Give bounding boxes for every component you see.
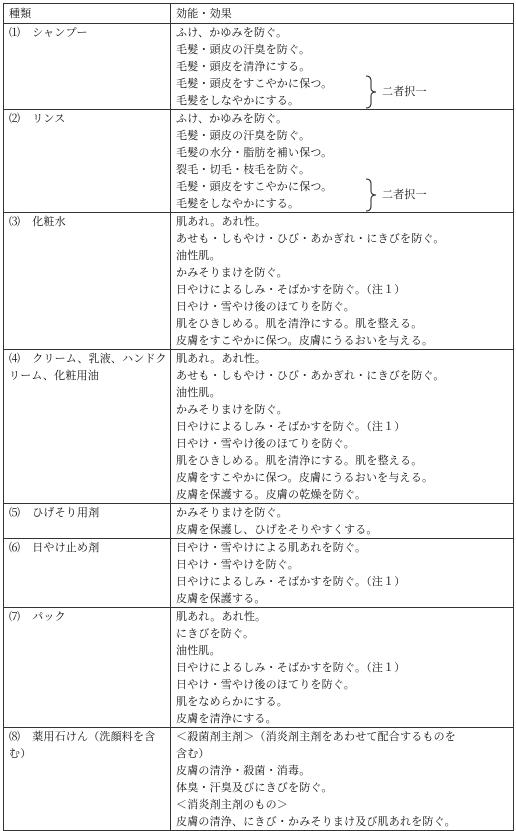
efficacy-line: 皮膚を保護する。皮膚の乾燥を防ぐ。	[176, 488, 367, 501]
efficacy-line: 肌あれ。あれ性。	[176, 352, 267, 365]
type-number: ⑻	[9, 730, 21, 743]
type-name: リンス	[32, 112, 66, 125]
choice-label: 二者択一	[382, 188, 427, 201]
efficacy-line: かみそりまけを防ぐ。	[176, 266, 288, 279]
efficacy-line: にきびを防ぐ。	[176, 627, 255, 640]
efficacy-line: 皮膚をすこやかに保つ。皮膚にうるおいを与える。	[176, 471, 434, 484]
efficacy-cell	[171, 350, 514, 504]
efficacy-line: 裂毛・切毛・枝毛を防ぐ。	[176, 163, 311, 176]
type-number: ⑴	[9, 26, 21, 39]
table-row	[4, 24, 514, 110]
type-number: ⑺	[9, 610, 21, 623]
efficacy-line: 皮膚を保護する。	[176, 592, 266, 605]
efficacy-line: 毛髪をしなやかにする。	[176, 197, 300, 210]
efficacy-line: 皮膚の清浄・殺菌・消毒。	[176, 764, 311, 777]
efficacy-line: 日やけによるしみ・そばかすを防ぐ。（注１）	[176, 420, 406, 433]
table-row	[4, 728, 514, 831]
type-name: 日やけ止め剤	[32, 541, 100, 554]
right-brace-icon	[364, 75, 378, 109]
efficacy-line: ＜殺菌剤主剤＞（消炎剤主剤をあわせて配合するものを	[176, 730, 456, 743]
table-header-row	[4, 4, 514, 24]
efficacy-line: 毛髪・頭皮をすこやかに保つ。	[176, 180, 333, 193]
efficacy-line: かみそりまけを防ぐ。	[176, 506, 288, 519]
efficacy-line: 肌をひきしめる。肌を清浄にする。肌を整える。	[176, 317, 423, 330]
efficacy-cell	[171, 728, 514, 831]
type-cell	[4, 24, 171, 110]
table-row	[4, 110, 514, 213]
efficacy-line: 毛髪・頭皮を清浄にする。	[176, 60, 311, 73]
type-number: ⑸	[9, 506, 21, 519]
table-row	[4, 504, 514, 539]
type-cell	[4, 350, 171, 504]
efficacy-line: 日やけ・雪やけ後のほてりを防ぐ。	[176, 678, 355, 691]
type-name: 化粧水	[32, 215, 66, 228]
efficacy-line: 日やけによるしみ・そばかすを防ぐ。（注１）	[176, 575, 406, 588]
type-cell	[4, 504, 171, 539]
efficacy-line: ふけ、かゆみを防ぐ。	[176, 26, 288, 39]
type-number: ⑶	[9, 215, 21, 228]
type-name: クリーム、乳液、ハンドクリーム、化粧用油	[9, 352, 167, 382]
efficacy-line: 肌あれ。あれ性。	[176, 215, 267, 228]
efficacy-line: 日やけ・雪やけによる肌あれを防ぐ。	[176, 541, 367, 554]
table-row	[4, 539, 514, 608]
type-number: ⑹	[9, 541, 21, 554]
efficacy-line: 日やけ・雪やけ後のほてりを防ぐ。	[176, 437, 355, 450]
efficacy-line: 油性肌。	[176, 386, 221, 399]
type-cell	[4, 608, 171, 728]
efficacy-line: 日やけによるしみ・そばかすを防ぐ。（注１）	[176, 661, 406, 674]
efficacy-line: 含む）	[176, 747, 210, 760]
efficacy-line: 毛髪の水分・脂肪を補い保つ。	[176, 146, 333, 159]
efficacy-line: 肌をなめらかにする。	[176, 695, 288, 708]
choice-group	[176, 178, 513, 212]
efficacy-line: あせも・しもやけ・ひび・あかぎれ・にきびを防ぐ。	[176, 369, 445, 382]
type-name: シャンプー	[32, 26, 88, 39]
right-brace-icon	[364, 178, 378, 212]
type-cell	[4, 110, 171, 213]
efficacy-cell	[171, 608, 514, 728]
type-number: ⑷	[9, 352, 21, 365]
efficacy-line: 油性肌。	[176, 249, 221, 262]
efficacy-cell	[171, 213, 514, 350]
efficacy-line: 皮膚を保護し、ひげをそりやすくする。	[176, 523, 378, 536]
table-row	[4, 608, 514, 728]
efficacy-cell	[171, 24, 514, 110]
type-name: パック	[32, 610, 66, 623]
header-type: 種類	[4, 4, 171, 24]
efficacy-line: かみそりまけを防ぐ。	[176, 403, 288, 416]
choice-group	[176, 75, 513, 109]
type-cell	[4, 728, 171, 831]
type-name: ひげそり用剤	[32, 506, 100, 519]
efficacy-line: 体臭・汗臭及びにきびを防ぐ。	[176, 781, 333, 794]
efficacy-line: 皮膚をすこやかに保つ。皮膚にうるおいを与える。	[176, 334, 434, 347]
type-cell	[4, 539, 171, 608]
efficacy-line: ＜消炎剤主剤のもの＞	[176, 798, 288, 811]
type-name: 薬用石けん（洗顔料を含む）	[9, 730, 156, 760]
type-number: ⑵	[9, 112, 21, 125]
table-row	[4, 350, 514, 504]
table-row	[4, 213, 514, 350]
efficacy-line: 毛髪・頭皮の汗臭を防ぐ。	[176, 43, 311, 56]
header-efficacy: 効能・効果	[171, 4, 514, 24]
efficacy-cell	[171, 539, 514, 608]
efficacy-line: 日やけ・雪やけ後のほてりを防ぐ。	[176, 300, 355, 313]
efficacy-line: 毛髪・頭皮をすこやかに保つ。	[176, 77, 333, 90]
efficacy-table	[3, 3, 514, 831]
efficacy-line: 毛髪をしなやかにする。	[176, 94, 300, 107]
efficacy-line: 皮膚を清浄にする。	[176, 712, 277, 725]
efficacy-line: 肌をひきしめる。肌を清浄にする。肌を整える。	[176, 454, 423, 467]
type-cell	[4, 213, 171, 350]
choice-label: 二者択一	[382, 85, 427, 98]
efficacy-line: 油性肌。	[176, 644, 221, 657]
efficacy-line: ふけ、かゆみを防ぐ。	[176, 112, 288, 125]
efficacy-line: 皮膚の清浄、にきび・かみそりまけ及び肌あれを防ぐ。	[176, 815, 456, 828]
efficacy-line: 日やけ・雪やけを防ぐ。	[176, 558, 299, 571]
efficacy-cell	[171, 110, 514, 213]
efficacy-line: 日やけによるしみ・そばかすを防ぐ。（注１）	[176, 283, 406, 296]
efficacy-line: 毛髪・頭皮の汗臭を防ぐ。	[176, 129, 311, 142]
efficacy-line: 肌あれ。あれ性。	[176, 610, 267, 623]
efficacy-cell	[171, 504, 514, 539]
efficacy-line: あせも・しもやけ・ひび・あかぎれ・にきびを防ぐ。	[176, 232, 445, 245]
